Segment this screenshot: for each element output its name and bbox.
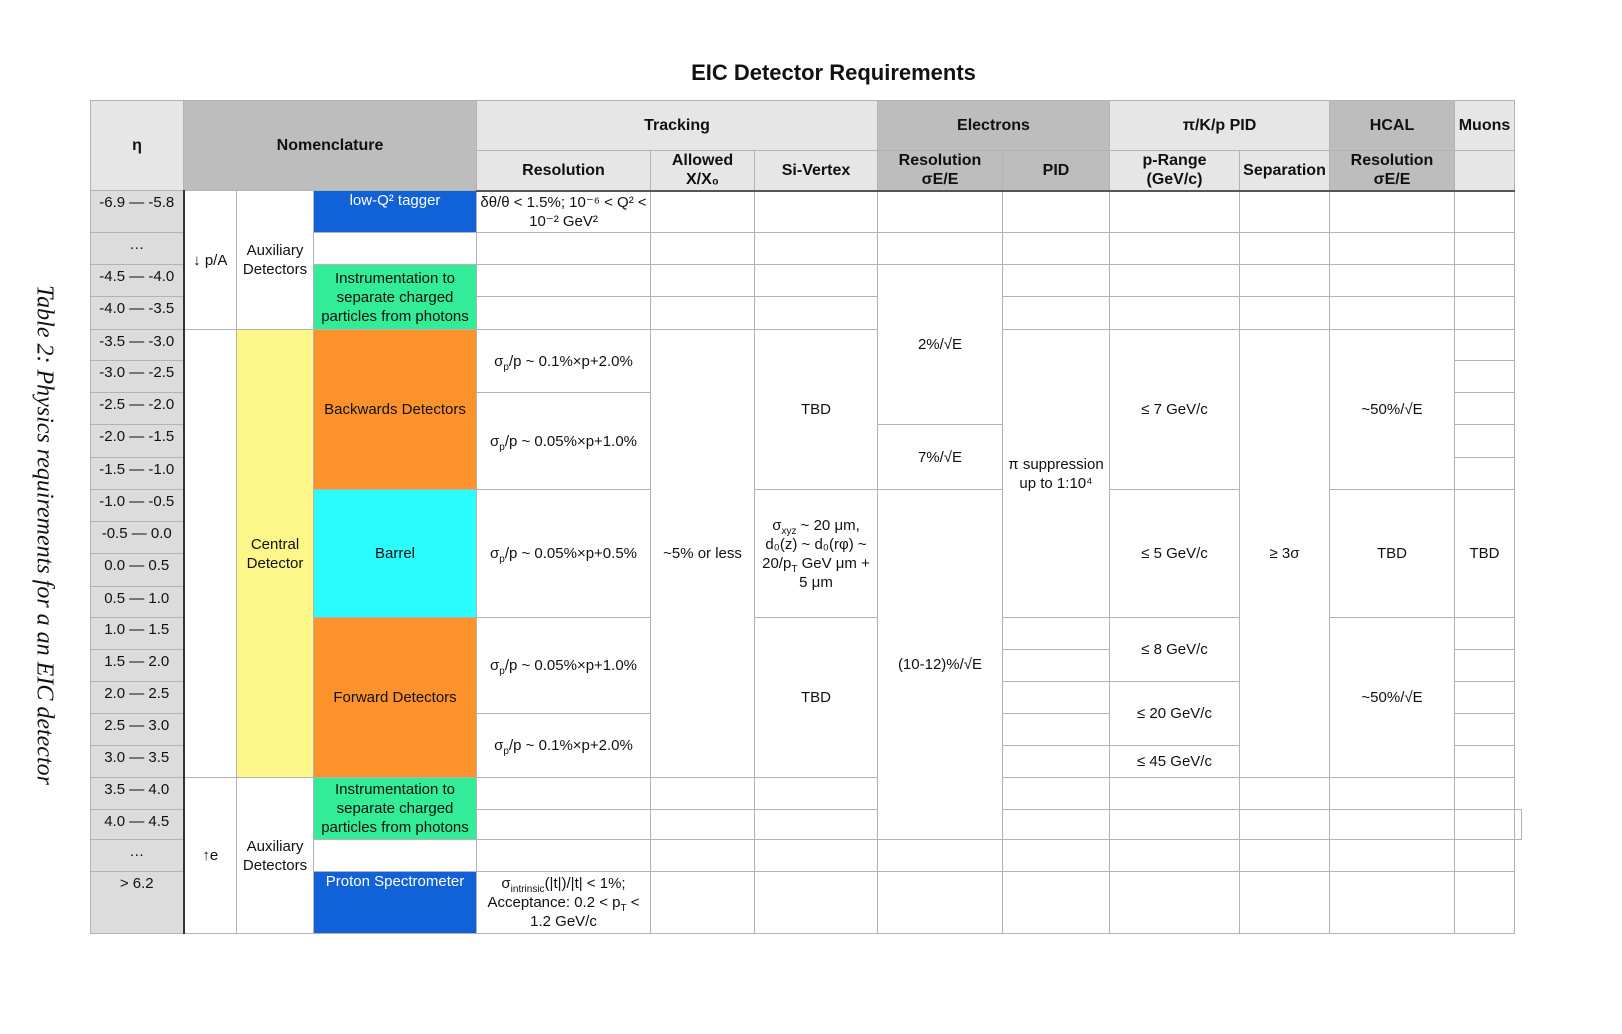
pid-separation: ≥ 3σ bbox=[1240, 330, 1330, 778]
empty-cell bbox=[878, 191, 1003, 233]
eta-cell: -0.5 — 0.0 bbox=[91, 522, 184, 554]
eta-cell: -2.5 — -2.0 bbox=[91, 393, 184, 425]
header-tracking-resolution: Resolution bbox=[477, 151, 651, 191]
hcal-back: ~50%/√E bbox=[1330, 330, 1455, 490]
empty-cell bbox=[651, 233, 755, 265]
eta-cell: -1.5 — -1.0 bbox=[91, 458, 184, 490]
empty-cell bbox=[1330, 191, 1455, 233]
pid-p45: ≤ 45 GeV/c bbox=[1110, 746, 1240, 778]
electrons-res-10-12: (10-12)%/√E bbox=[878, 490, 1003, 840]
empty-cell bbox=[755, 233, 878, 265]
empty-cell bbox=[1110, 265, 1240, 297]
tracking-res-barrel: $\sigma_p/p$ ~ 0.05%×p+0.5% bbox=[477, 490, 651, 618]
empty-cell bbox=[651, 872, 755, 934]
table-caption: Table 2: Physics requirements for a an EIC detector bbox=[31, 285, 58, 785]
empty-cell bbox=[755, 840, 878, 872]
empty-cell bbox=[1515, 810, 1522, 840]
low-q2-tagger: low-Q² tagger bbox=[314, 191, 477, 233]
empty-cell bbox=[755, 297, 878, 330]
empty-cell bbox=[1240, 191, 1330, 233]
header-muons-empty bbox=[1455, 151, 1515, 191]
tracking-res-lowq2: δθ/θ < 1.5%; 10⁻⁶ < Q² < 10⁻² GeV² bbox=[477, 191, 651, 233]
muons-barrel: TBD bbox=[1455, 490, 1515, 618]
header-electrons: Electrons bbox=[878, 101, 1110, 151]
empty-cell bbox=[1455, 425, 1515, 458]
empty-cell bbox=[314, 233, 477, 265]
empty-cell bbox=[1110, 872, 1240, 934]
empty-cell bbox=[878, 840, 1003, 872]
empty-cell bbox=[1455, 746, 1515, 778]
table-title: EIC Detector Requirements bbox=[691, 60, 976, 85]
empty-cell bbox=[1003, 872, 1110, 934]
empty-cell bbox=[477, 840, 651, 872]
empty-cell bbox=[1003, 297, 1110, 330]
vertex-fwd: TBD bbox=[755, 618, 878, 778]
eta-cell: 3.5 — 4.0 bbox=[91, 778, 184, 810]
header-hcal: HCAL bbox=[1330, 101, 1455, 151]
header-hcal-resolution: Resolution σE/E bbox=[1330, 151, 1455, 191]
tracking-res-fwd-outer: $\sigma_p/p$ ~ 0.1%×p+2.0% bbox=[477, 714, 651, 778]
proton-spectrometer: Proton Spectrometer bbox=[314, 872, 477, 934]
empty-cell bbox=[1003, 618, 1110, 650]
empty-cell bbox=[1455, 361, 1515, 393]
eta-cell: 3.0 — 3.5 bbox=[91, 746, 184, 778]
header-eta: η bbox=[91, 101, 184, 191]
empty-cell bbox=[1455, 265, 1515, 297]
eta-cell: 1.5 — 2.0 bbox=[91, 650, 184, 682]
backwards-detectors: Backwards Detectors bbox=[314, 330, 477, 490]
eta-cell: -3.5 — -3.0 bbox=[91, 330, 184, 361]
empty-cell bbox=[1003, 650, 1110, 682]
header-muons: Muons bbox=[1455, 101, 1515, 151]
empty-cell bbox=[878, 233, 1003, 265]
eta-cell: -2.0 — -1.5 bbox=[91, 425, 184, 458]
tracking-res-back-outer: $\sigma_p/p$ ~ 0.1%×p+2.0% bbox=[477, 330, 651, 393]
empty-cell bbox=[1003, 714, 1110, 746]
empty-cell bbox=[1003, 682, 1110, 714]
empty-cell bbox=[651, 191, 755, 233]
vertex-back: TBD bbox=[755, 330, 878, 490]
empty-cell bbox=[1330, 872, 1455, 934]
empty-cell bbox=[1110, 233, 1240, 265]
header-pid: π/K/p PID bbox=[1110, 101, 1330, 151]
tracking-allowed: ~5% or less bbox=[651, 330, 755, 778]
empty-cell bbox=[1240, 872, 1330, 934]
empty-cell bbox=[651, 840, 755, 872]
eta-cell: 2.0 — 2.5 bbox=[91, 682, 184, 714]
empty-cell bbox=[477, 297, 651, 330]
empty-cell bbox=[1240, 233, 1330, 265]
header-pid-prange: p-Range (GeV/c) bbox=[1110, 151, 1240, 191]
empty-cell bbox=[651, 810, 755, 840]
empty-cell bbox=[1455, 714, 1515, 746]
empty-cell bbox=[1003, 191, 1110, 233]
empty-cell bbox=[651, 778, 755, 810]
electrons-pid: π suppression up to 1:10⁴ bbox=[1003, 330, 1110, 618]
empty-cell bbox=[477, 778, 651, 810]
eta-cell: > 6.2 bbox=[91, 872, 184, 934]
eta-cell: 2.5 — 3.0 bbox=[91, 714, 184, 746]
header-nomenclature: Nomenclature bbox=[184, 101, 477, 191]
hcal-fwd: ~50%/√E bbox=[1330, 618, 1455, 778]
empty-cell bbox=[1455, 458, 1515, 490]
empty-cell bbox=[1003, 840, 1110, 872]
central-detector: Central Detector bbox=[237, 330, 314, 778]
instrumentation-upstream: Instrumentation to separate charged particles from photons bbox=[314, 265, 477, 330]
eta-cell: … bbox=[91, 840, 184, 872]
eta-cell: -4.5 — -4.0 bbox=[91, 265, 184, 297]
empty-cell bbox=[1330, 778, 1455, 810]
empty-cell bbox=[1003, 746, 1110, 778]
electrons-res-7: 7%/√E bbox=[878, 425, 1003, 490]
tracking-res-proton: $\sigma_{intrinsic}(|t|)/|t| < 1\%$; Acceptance: $0.2 < p_T < 1.2$ GeV/c bbox=[477, 872, 651, 934]
empty-cell bbox=[878, 872, 1003, 934]
e-side-label: ↑e bbox=[184, 778, 237, 934]
empty-cell bbox=[1330, 233, 1455, 265]
eta-cell: -3.0 — -2.5 bbox=[91, 361, 184, 393]
tracking-res-back-inner: $\sigma_p/p$ ~ 0.05%×p+1.0% bbox=[477, 393, 651, 490]
electrons-res-2: 2%/√E bbox=[878, 265, 1003, 425]
header-tracking-sivertex: Si-Vertex bbox=[755, 151, 878, 191]
empty-cell bbox=[1240, 778, 1330, 810]
empty-cell bbox=[1330, 840, 1455, 872]
empty-cell bbox=[1110, 191, 1240, 233]
header-tracking: Tracking bbox=[477, 101, 878, 151]
empty-cell bbox=[1455, 393, 1515, 425]
requirements-table bbox=[90, 100, 1522, 934]
auxiliary-detectors-downstream: Auxiliary Detectors bbox=[237, 778, 314, 934]
empty-cell bbox=[1330, 297, 1455, 330]
pid-p20: ≤ 20 GeV/c bbox=[1110, 682, 1240, 746]
eta-cell: 4.0 — 4.5 bbox=[91, 810, 184, 840]
empty-cell bbox=[651, 265, 755, 297]
empty-cell bbox=[1455, 191, 1515, 233]
empty-cell bbox=[1003, 778, 1110, 810]
empty-cell bbox=[1455, 840, 1515, 872]
empty-cell bbox=[314, 840, 477, 872]
empty-cell bbox=[651, 297, 755, 330]
empty-cell bbox=[755, 265, 878, 297]
pid-p7: ≤ 7 GeV/c bbox=[1110, 330, 1240, 490]
eta-cell: -6.9 — -5.8 bbox=[91, 191, 184, 233]
eta-cell: -4.0 — -3.5 bbox=[91, 297, 184, 330]
eta-cell: 0.5 — 1.0 bbox=[91, 587, 184, 618]
eta-cell: -1.0 — -0.5 bbox=[91, 490, 184, 522]
empty-cell bbox=[1455, 297, 1515, 330]
empty-cell bbox=[755, 872, 878, 934]
empty-cell bbox=[1003, 265, 1110, 297]
empty-cell bbox=[1455, 233, 1515, 265]
eta-cell: 1.0 — 1.5 bbox=[91, 618, 184, 650]
header-tracking-allowed: Allowed X/X₀ bbox=[651, 151, 755, 191]
eta-cell: … bbox=[91, 233, 184, 265]
empty-cell bbox=[1455, 810, 1515, 840]
empty-cell bbox=[1330, 265, 1455, 297]
empty-cell bbox=[1110, 810, 1240, 840]
barrel: Barrel bbox=[314, 490, 477, 618]
empty-cell bbox=[1455, 618, 1515, 650]
empty-cell bbox=[755, 810, 878, 840]
empty-cell bbox=[1455, 330, 1515, 361]
empty-cell bbox=[184, 330, 237, 778]
empty-cell bbox=[1455, 650, 1515, 682]
empty-cell bbox=[1240, 265, 1330, 297]
empty-cell bbox=[1003, 233, 1110, 265]
empty-cell bbox=[1110, 840, 1240, 872]
forward-detectors: Forward Detectors bbox=[314, 618, 477, 778]
empty-cell bbox=[1240, 810, 1330, 840]
empty-cell bbox=[1110, 778, 1240, 810]
vertex-barrel: $\sigma_{xyz}$ ~ 20 μm, d₀(z) ~ d₀(rφ) ~ $20/p_T$ GeV μm + 5 μm bbox=[755, 490, 878, 618]
empty-cell bbox=[1455, 682, 1515, 714]
instrumentation-downstream: Instrumentation to separate charged particles from photons bbox=[314, 778, 477, 840]
empty-cell bbox=[1330, 810, 1455, 840]
auxiliary-detectors-upstream: Auxiliary Detectors bbox=[237, 191, 314, 330]
empty-cell bbox=[1455, 778, 1515, 810]
eta-cell: 0.0 — 0.5 bbox=[91, 554, 184, 587]
empty-cell bbox=[755, 778, 878, 810]
header-pid-separation: Separation bbox=[1240, 151, 1330, 191]
empty-cell bbox=[1240, 297, 1330, 330]
empty-cell bbox=[1240, 840, 1330, 872]
header-electrons-pid: PID bbox=[1003, 151, 1110, 191]
empty-cell bbox=[755, 191, 878, 233]
tracking-res-fwd-inner: $\sigma_p/p$ ~ 0.05%×p+1.0% bbox=[477, 618, 651, 714]
empty-cell bbox=[1003, 810, 1110, 840]
empty-cell bbox=[477, 265, 651, 297]
empty-cell bbox=[1110, 297, 1240, 330]
hcal-barrel: TBD bbox=[1330, 490, 1455, 618]
empty-cell bbox=[477, 233, 651, 265]
header-electrons-resolution: Resolution σE/E bbox=[878, 151, 1003, 191]
pid-p8: ≤ 8 GeV/c bbox=[1110, 618, 1240, 682]
pid-p5: ≤ 5 GeV/c bbox=[1110, 490, 1240, 618]
empty-cell bbox=[477, 810, 651, 840]
empty-cell bbox=[1455, 872, 1515, 934]
p-side-label: ↓ p/A bbox=[184, 191, 237, 330]
